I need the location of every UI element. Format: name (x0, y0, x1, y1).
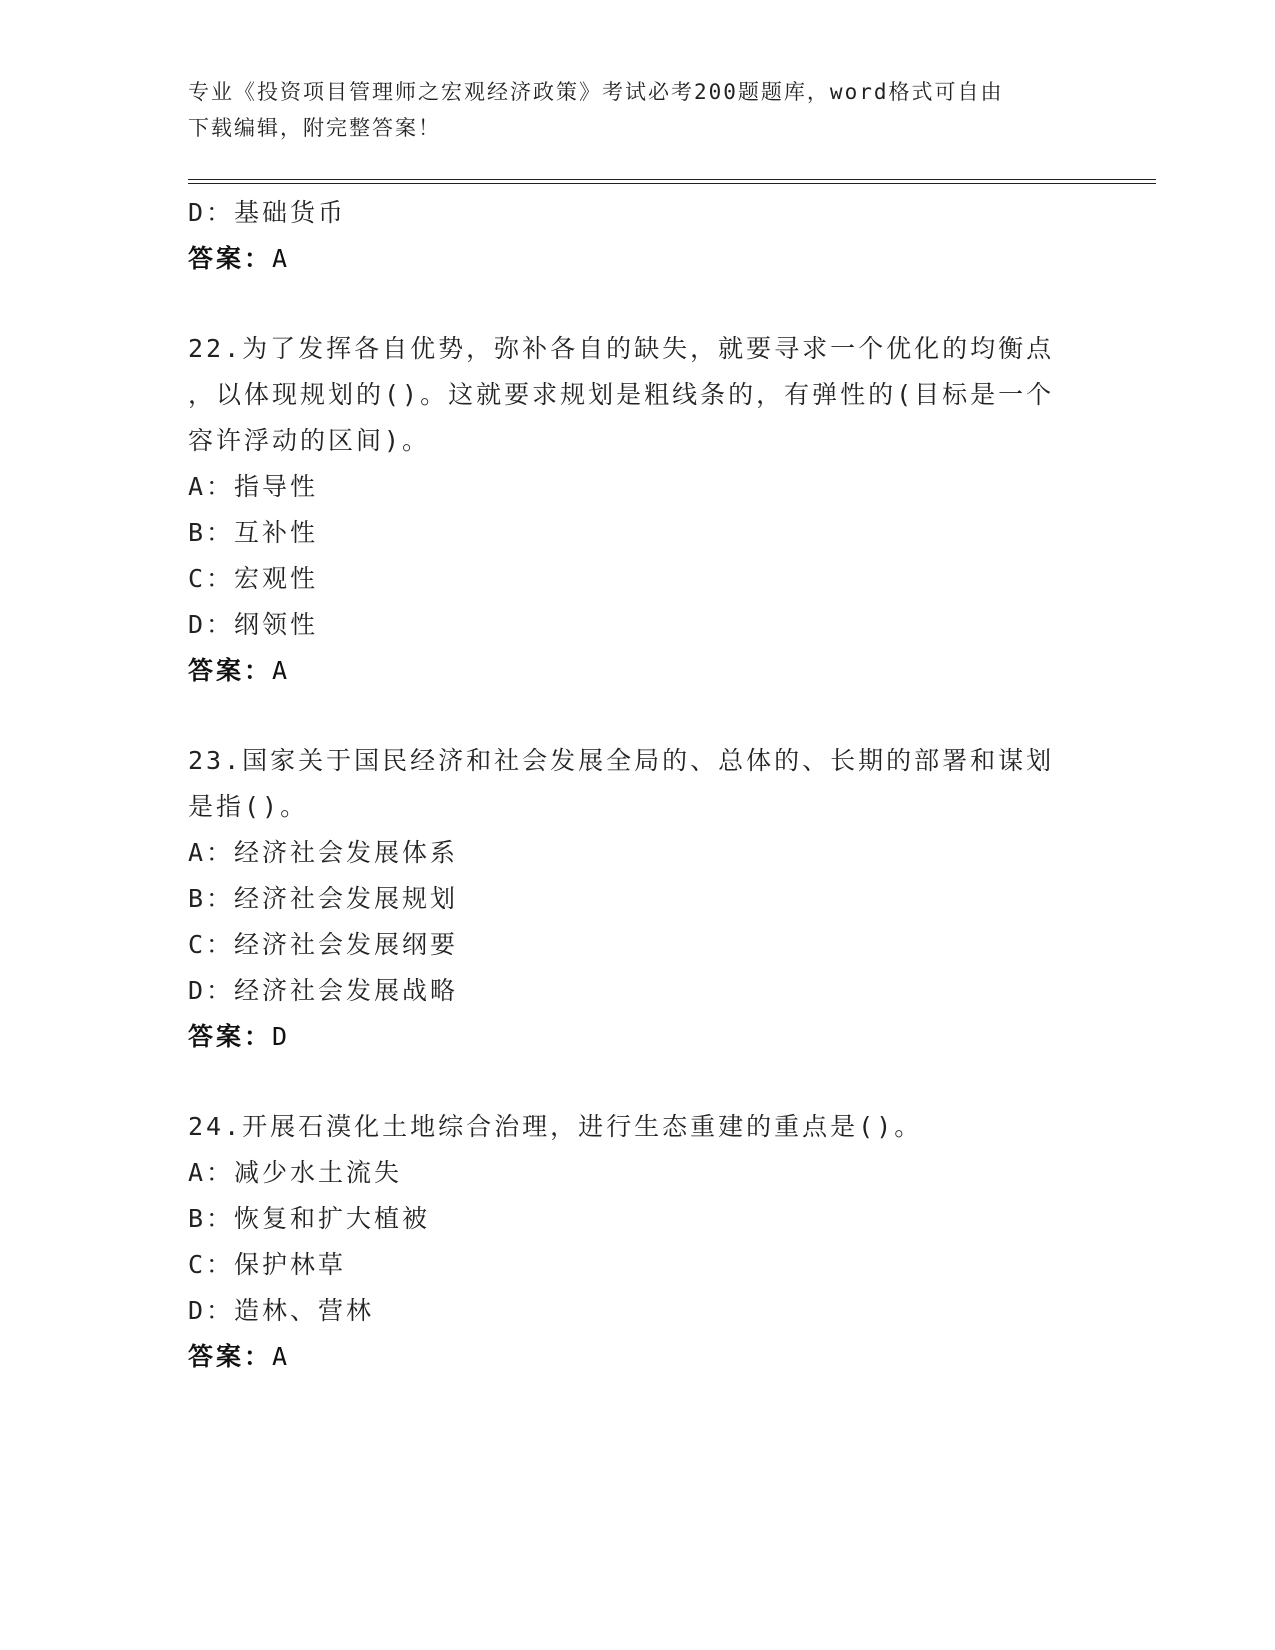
question-block (188, 326, 1088, 694)
option-a: A：经济社会发展体系 (188, 838, 459, 867)
option-d: D：造林、营林 (188, 1296, 375, 1325)
answer-value: A (272, 244, 291, 273)
answer-line (188, 1334, 1088, 1380)
question-text-line: 容许浮动的区间)。 (188, 426, 431, 455)
question-content (188, 190, 1088, 1380)
answer-line (188, 648, 1088, 694)
page-header (188, 74, 1088, 146)
answer-label: 答案： (188, 656, 273, 685)
option-d: D：经济社会发展战略 (188, 976, 459, 1005)
answer-line (188, 1014, 1088, 1060)
option-b: B：互补性 (188, 518, 319, 547)
header-line-1: 专业《投资项目管理师之宏观经济政策》考试必考200题题库，word格式可自由 (188, 80, 1004, 104)
question-block (188, 1104, 1088, 1380)
answer-label: 答案： (188, 1342, 273, 1371)
option-c: C：经济社会发展纲要 (188, 930, 459, 959)
question-text-line: 22.为了发挥各自优势，弥补各自的缺失，就要寻求一个优化的均衡点 (188, 334, 1055, 363)
answer-value: A (272, 656, 291, 685)
question-text-line: 是指()。 (188, 792, 309, 821)
option-d: D：基础货币 (188, 198, 347, 227)
header-divider-top (188, 179, 1156, 180)
header-divider-bottom (188, 183, 1156, 184)
option-c: C：宏观性 (188, 564, 319, 593)
option-c: C：保护林草 (188, 1250, 347, 1279)
answer-label: 答案： (188, 1022, 273, 1051)
answer-line (188, 236, 1088, 282)
question-text-line: ，以体现规划的()。这就要求规划是粗线条的，有弹性的(目标是一个 (188, 380, 1055, 409)
question-block (188, 738, 1088, 1060)
header-line-2: 下载编辑，附完整答案！ (188, 116, 441, 140)
option-a: A：减少水土流失 (188, 1158, 403, 1187)
option-a: A：指导性 (188, 472, 319, 501)
question-text-line: 24.开展石漠化土地综合治理，进行生态重建的重点是()。 (188, 1112, 923, 1141)
answer-value: D (272, 1022, 291, 1051)
option-b: B：经济社会发展规划 (188, 884, 459, 913)
question-text-line: 23.国家关于国民经济和社会发展全局的、总体的、长期的部署和谋划 (188, 746, 1055, 775)
option-b: B：恢复和扩大植被 (188, 1204, 431, 1233)
answer-value: A (272, 1342, 291, 1371)
option-d: D：纲领性 (188, 610, 319, 639)
answer-label: 答案： (188, 244, 273, 273)
